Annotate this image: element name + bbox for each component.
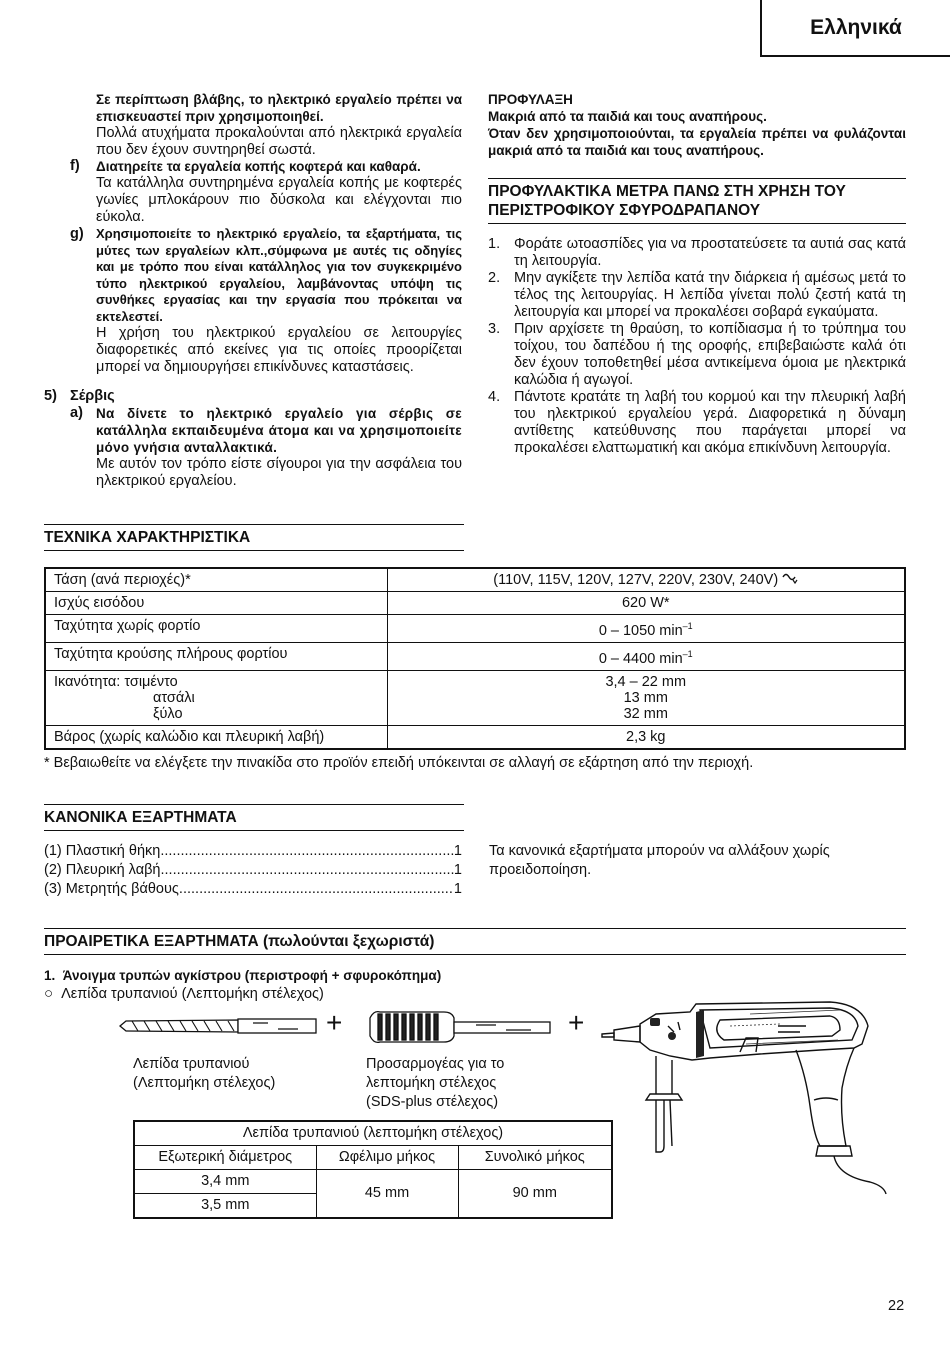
capacity-value: 3,4 – 22 mm [605,673,687,690]
spec-value: 2,3 kg [387,725,905,749]
specs-row [45,592,905,615]
table-cell-diameter: 3,4 mm [134,1170,316,1194]
capacity-sub-label: ατσάλι [153,689,195,706]
precaution-text: Πριν αρχίσετε τη θραύση, το κοπίδιασμα ή το τρύπημα του τοίχου, του δαπέδου ή της οροφής, επιβεβαιώστε καλά ότι δεν έχουν τοποθετηθεί μέσα αντικείμενα όμοια με ηλεκτρικά καλώδια ή αγωγοί. [514,321,906,388]
page-number: 22 [888,1298,905,1314]
item-e [96,91,462,159]
table-header: Ωφέλιμο μήκος [316,1146,458,1170]
standard-item-label: (3) Μετρητής βάθους [44,881,179,897]
language-tab [760,0,950,57]
item-g-label: g) [70,226,84,242]
spec-value-cell [387,615,905,643]
capacity-label: Ικανότητα: [54,673,121,690]
table-title: Λεπίδα τρυπανιού (λεπτομήκη στέλεχος) [134,1121,612,1146]
precaution-item [488,236,906,270]
section-5-label: 5) [44,388,57,404]
drill-bit-caption-line: Λεπίδα τρυπανιού [133,1056,250,1072]
spec-label: Τάση (ανά περιοχές)* [45,568,387,592]
rotary-hammer-image [600,996,890,1201]
ac-symbol-icon [782,572,798,588]
optional-bullet-line [44,985,324,1003]
precaution-num: 1. [488,236,501,252]
spec-value-cell [387,643,905,671]
precaution-item [488,270,906,321]
spec-label: Ισχύς εισόδου [45,592,387,615]
optional-item-title: Άνοιγμα τρυπών αγκίστρου (περιστροφή + σφυροκόπημα) [62,968,442,983]
capacity-value: 13 mm [623,689,668,706]
capacity-sub-label: ξύλο [153,705,183,722]
precautions-list [488,236,906,457]
item-f [96,158,462,226]
item-a [96,405,462,490]
standard-item [44,881,462,898]
table-cell-overall-length: 90 mm [458,1170,612,1219]
bullet-circle-icon: ○ [44,985,54,1002]
specs-row-capacity [45,670,905,725]
specs-row [45,568,905,592]
table-cell-effective-length: 45 mm [316,1170,458,1219]
spec-unit-sup: –1 [682,621,693,632]
drill-bit-image [118,1015,318,1042]
precaution-text: Μην αγκίξετε την λεπίδα κατά την διάρκεια ή αμέσως μετά το τέλος της λειτουργίας. Η λεπίδα γίνεται πολύ ζεστή κατά τη λειτουργία και μπορεί να προκαλέσει σοβαρά εγκαύματα. [514,270,906,320]
item-e-bold: Σε περίπτωση βλάβης, το ηλεκτρικό εργαλείο πρέπει να επισκευαστεί πριν χρησιμοποιηθεί. [96,92,462,124]
plus-sign: + [568,1007,585,1038]
table-header: Συνολικό μήκος [458,1146,612,1170]
specs-footnote: * Βεβαιωθείτε να ελέγξετε την πινακίδα στο προϊόν επειδή υπόκεινται σε αλλαγή σε εξάρτηση από την περιοχή. [44,755,754,771]
precaution-item [488,389,906,457]
item-g-text: Η χρήση του ηλεκτρικού εργαλείου σε λειτουργίες διαφορετικές από εκείνες για τις οποίες προορίζεται μπορεί να δημιουργήσει επικίνδυνες καταστάσεις. [96,325,462,375]
standard-list [44,843,462,898]
standard-title: ΚΑΝΟΝΙΚΑ ΕΞΑΡΤΗΜΑΤΑ [44,804,464,831]
capacity-sub-label: τσιμέντο [124,673,178,690]
specs-row [45,725,905,749]
standard-item-label: (2) Πλευρική λαβή [44,862,161,878]
adapter-caption [366,1055,504,1112]
precaution-text: Πάντοτε κρατάτε τη λαβή του κορμού και την πλευρική λαβή του ηλεκτρικού εργαλείου γερά. Διαφορετικά η δύναμη αντίθετης κατεύθυνσης που παράγεται μπορεί να προκαλέσει ελαττωματική και ακόμα επικίνδυνη λειτουργία. [514,389,906,456]
caution-line-2: Όταν δεν χρησιμοποιούνται, τα εργαλεία πρέπει να φυλάζονται μακριά από τα παιδιά και τους αναπήρους. [488,126,906,158]
optional-item-1 [44,967,441,984]
caution-line-1: Μακριά από τα παιδιά και τους αναπήρους. [488,109,767,124]
drill-bit-table [133,1120,613,1219]
caution-block [488,91,906,159]
spec-value-cell [387,568,905,592]
standard-item-qty: 1 [453,881,462,897]
adapter-image [366,1006,556,1053]
item-a-label: a) [70,405,83,421]
specs-table [44,567,906,750]
optional-item-num: 1. [44,968,56,983]
spec-value: 0 – 1050 min [598,623,683,639]
drill-bit-caption [133,1055,275,1093]
spec-label: Ταχύτητα κρούσης πλήρους φορτίου [45,643,387,671]
standard-item-qty: 1 [453,862,462,878]
item-f-label: f) [70,158,80,174]
optional-bullet-text: Λεπίδα τρυπανιού (Λεπτομήκη στέλεχος) [61,986,324,1002]
precaution-text: Φοράτε ωτοασπίδες για να προστατεύσετε τα αυτιά σας κατά τη λειτουργία. [514,236,906,269]
specs-row [45,643,905,671]
caution-title: ΠΡΟΦΥΛΑΞΗ [488,92,573,107]
table-cell-diameter: 3,5 mm [134,1194,316,1219]
precaution-num: 4. [488,389,501,405]
table-header: Εξωτερική διάμετρος [134,1146,316,1170]
item-f-text: Τα κατάλληλα συντηρημένα εργαλεία κοπής με κοφτερές γωνίες μπλοκάρουν πιο δύσκολα και ελέγχονται πιο εύκολα. [96,175,462,225]
adapter-caption-line: Προσαρμογέας για το [366,1056,505,1072]
capacity-values [387,670,905,725]
spec-value: (110V, 115V, 120V, 127V, 220V, 230V, 240V) [493,572,779,588]
item-f-bold: Διατηρείτε τα εργαλεία κοπής κοφτερά και καθαρά. [96,159,421,174]
standard-item-qty: 1 [453,843,462,859]
item-e-text: Πολλά ατυχήματα προκαλούνται από ηλεκτρικά εργαλεία που δεν έχουν συντηρηθεί σωστά. [96,125,462,158]
item-g-bold: Χρησιμοποιείτε το ηλεκτρικό εργαλείο, τα εξαρτήματα, τις μύτες των εργαλείων κλπ.,σύμφωνα με αυτές τις οδηγίες και με τρόπο που είναι κατάλληλος για τον συγκεκριμένο τύπο ηλεκτρικού εργαλείου, λαμβάνοντας υπόψη τις συνθήκες εργασίας και την εργασία που πρόκειται να εκτελεστεί. [96,226,462,324]
precaution-num: 2. [488,270,501,286]
section-5-title: Σέρβις [70,388,115,404]
adapter-caption-line: (SDS-plus στέλεχος) [366,1094,499,1110]
spec-unit-sup: –1 [682,649,693,659]
standard-note: Τα κανονικά εξαρτήματα μπορούν να αλλάξουν χωρίς προειδοποίηση. [489,843,830,878]
precaution-num: 3. [488,321,501,337]
spec-label: Ταχύτητα χωρίς φορτίο [45,615,387,643]
spec-value: 0 – 4400 min [598,650,683,667]
standard-item [44,862,462,879]
plus-sign: + [326,1007,343,1038]
spec-label: Βάρος (χωρίς καλώδιο και πλευρική λαβή) [45,725,387,749]
language-label: Ελληνικά [810,16,902,39]
specs-row [45,615,905,643]
capacity-labels [45,670,387,725]
spec-value: 620 W* [387,592,905,615]
precaution-item [488,321,906,389]
specs-title: ΤΕΧΝΙΚΑ ΧΑΡΑΚΤΗΡΙΣΤΙΚΑ [44,524,464,551]
precautions-title: ΠΡΟΦΥΛΑΚΤΙΚΑ ΜΕΤΡΑ ΠΑΝΩ ΣΤΗ ΧΡΗΣΗ ΤΟΥ ΠΕΡΙΣΤΡΟΦΙΚΟΥ ΣΦΥΡΟΔΡΑΠΑΝΟΥ [488,178,906,224]
adapter-caption-line: λεπτομήκη στέλεχος [366,1075,497,1091]
optional-title: ΠΡΟΑΙΡΕΤΙΚΑ ΕΞΑΡΤΗΜΑΤΑ (πωλούνται ξεχωριστά) [44,928,906,955]
standard-item [44,843,462,860]
capacity-value: 32 mm [623,705,668,722]
item-a-text: Με αυτόν τον τρόπο είστε σίγουροι για την ασφάλεια του ηλεκτρικού εργαλείου. [96,456,462,489]
item-a-bold: Να δίνετε το ηλεκτρικό εργαλείο για σέρβις σε κατάλληλα εκπαιδευμένα άτομα και να χρησιμοποιείτε μόνο γνήσια ανταλλακτικά. [96,406,462,455]
standard-item-label: (1) Πλαστική θήκη [44,843,161,859]
drill-bit-caption-line: (Λεπτομήκη στέλεχος) [133,1075,276,1091]
item-g [96,226,462,376]
